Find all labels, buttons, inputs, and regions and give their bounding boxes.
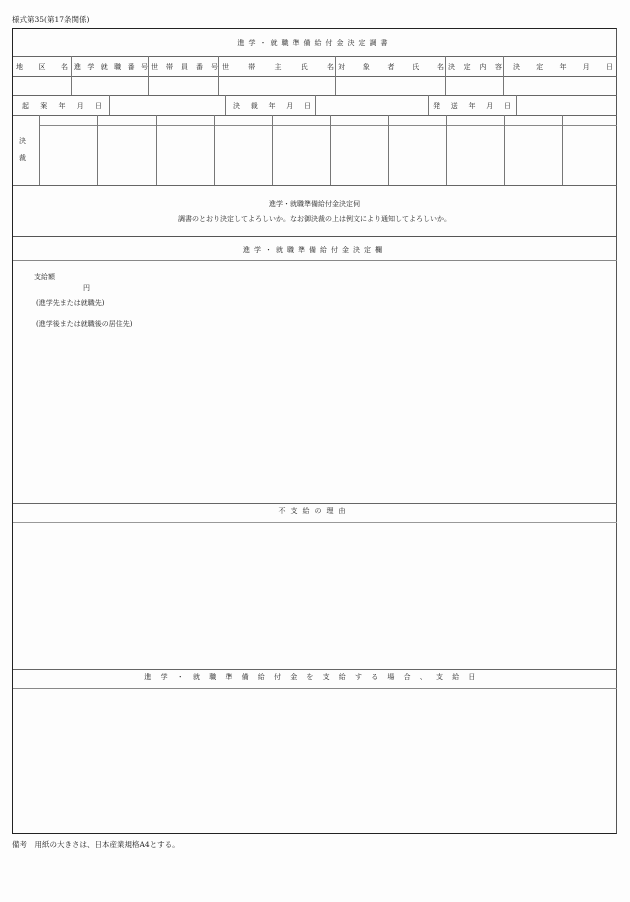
payment-date-heading: 進学・就職準備給付金を支給する場合、支給日 [144, 673, 485, 681]
draft-date-label: 起 案 年 月 日 [22, 101, 102, 110]
divider [13, 185, 617, 186]
header-entry-number: 進 学 就 職 番 号 [74, 62, 148, 71]
footer-note: 備考 用紙の大きさは、日本産業規格A4とする。 [12, 840, 180, 849]
dispatch-date-field[interactable] [517, 96, 616, 114]
divider [13, 260, 617, 261]
payment-date-area[interactable] [14, 690, 616, 832]
approval-stamp-box-5[interactable] [273, 126, 329, 184]
divider [13, 688, 617, 689]
col-divider [225, 95, 226, 115]
form-title: 進学・就職準備給付金決定調書 [237, 39, 392, 47]
household-member-number-field[interactable] [149, 77, 217, 95]
approval-stamp-box-7[interactable] [389, 126, 445, 184]
approval-date-label: 決 裁 年 月 日 [233, 101, 311, 110]
header-decision-content: 決 定 内 容 [448, 62, 502, 71]
divider [13, 115, 617, 116]
decision-date-field[interactable] [504, 77, 616, 95]
approval-stamp-box-1[interactable] [40, 126, 96, 184]
header-district-name: 地 区 名 [16, 62, 68, 71]
inquiry-title: 進学・就職準備給付金決定伺 [269, 200, 360, 208]
header-household-member-number: 世 帯 員 番 号 [151, 62, 218, 71]
decision-content-field[interactable] [446, 77, 502, 95]
payment-amount-label: 支給額 [34, 273, 55, 281]
divider [13, 522, 617, 523]
approval-stamp-box-9[interactable] [505, 126, 561, 184]
header-decision-date: 決 定 年 月 日 [513, 62, 613, 71]
draft-date-field[interactable] [110, 96, 224, 114]
divider [13, 669, 617, 670]
head-of-household-name-field[interactable] [219, 77, 334, 95]
approval-stamp-box-4[interactable] [215, 126, 271, 184]
inquiry-text: 調書のとおり決定してよろしいか。なお御決裁の上は例文により通知してよろしいか。 [178, 215, 451, 223]
residence-label: (進学後または就職後の居住先) [36, 320, 133, 328]
dispatch-date-label: 発 送 年 月 日 [433, 101, 511, 110]
school-or-employer-label: (進学先または就職先) [36, 299, 105, 307]
header-recipient-name: 対 象 者 氏 名 [338, 62, 444, 71]
form-caption: 様式第35(第17条関係) [12, 15, 90, 24]
approval-label-2: 裁 [19, 154, 26, 162]
approval-stamp-box-8[interactable] [447, 126, 503, 184]
col-divider [428, 95, 429, 115]
recipient-name-field[interactable] [336, 77, 444, 95]
approval-stamp-box-6[interactable] [331, 126, 387, 184]
divider [13, 503, 617, 504]
approval-date-field[interactable] [316, 96, 427, 114]
decision-section-heading: 進学・就職準備給付金決定欄 [243, 246, 386, 254]
yen-unit: 円 [83, 284, 90, 292]
header-head-of-household-name: 世 帯 主 氏 名 [222, 62, 334, 71]
district-name-field[interactable] [13, 77, 70, 95]
approval-stamp-box-10[interactable] [563, 126, 616, 184]
approval-stamp-box-2[interactable] [98, 126, 155, 184]
entry-number-field[interactable] [72, 77, 147, 95]
approval-stamp-box-3[interactable] [157, 126, 213, 184]
decision-content-area[interactable] [14, 262, 616, 502]
approval-label-1: 決 [19, 137, 26, 145]
non-payment-heading: 不支給の理由 [278, 507, 351, 515]
divider [13, 236, 617, 237]
non-payment-reason-area[interactable] [14, 524, 616, 668]
